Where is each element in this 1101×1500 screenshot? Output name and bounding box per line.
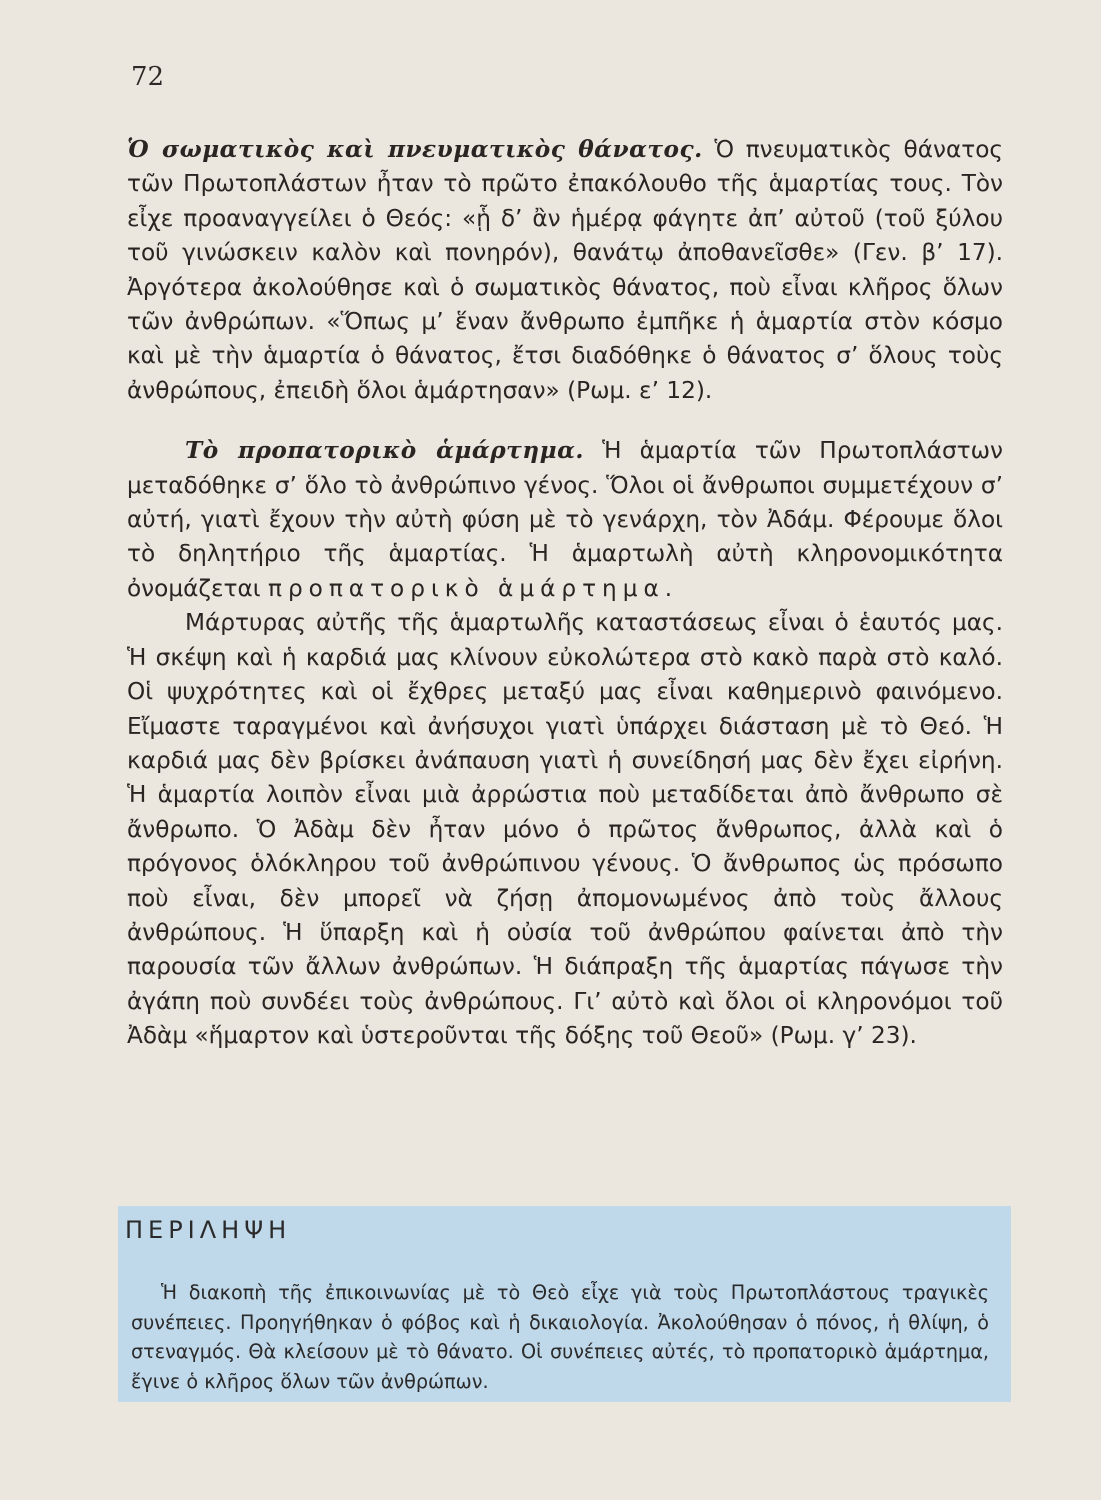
page-number: 72 (131, 62, 165, 92)
paragraph-witness: Μάρτυρας αὐτῆς τῆς ἁμαρτωλῆς καταστάσεως εἶναι ὁ ἑαυτός μας. Ἡ σκέψη καὶ ἡ καρδιά μας κλίνουν εὐκολώτερα στὸ κακὸ παρὰ στὸ καλό. Οἱ ψυχρότητες καὶ οἱ ἔχθρες μεταξύ μας εἶναι καθημερινὸ φαινόμενο. Εἴμαστε ταραγμένοι καὶ ἀνήσυχοι γιατὶ ὑπάρχει διάσταση μὲ τὸ Θεό. Ἡ καρδιά μας δὲν βρίσκει ἀνάπαυση γιατὶ ἡ συνείδησή μας δὲν ἔχει εἰρήνη. Ἡ ἁμαρτία λοιπὸν εἶναι μιὰ ἀρρώστια ποὺ μεταδίδεται ἀπὸ ἄνθρωπο σὲ ἄνθρωπο. Ὁ Ἀδὰμ δὲν ἦταν μόνο ὁ πρῶτος ἄνθρωπος, ἀλλὰ καὶ ὁ πρόγονος ὁλόκληρου τοῦ ἀνθρώπινου γένους. Ὁ ἄνθρωπος ὡς πρόσωπο ποὺ εἶναι, δὲν μπορεῖ νὰ ζήσῃ ἀπομονωμένος ἀπὸ τοὺς ἄλλους ἀνθρώπους. Ἡ ὕπαρξη καὶ ἡ οὐσία τοῦ ἀνθρώπου φαίνεται ἀπὸ τὴν παρουσία τῶν ἄλλων ἀνθρώπων. Ἡ διάπραξη τῆς ἁμαρτίας πάγωσε τὴν ἀγάπη ποὺ συνδέει τοὺς ἀνθρώπους. Γι’ αὐτὸ καὶ ὅλοι οἱ κληρονόμοι τοῦ Ἀδὰμ «ἥμαρτον καὶ ὑστεροῦνται τῆς δόξης τοῦ Θεοῦ» (Ρωμ. γ’ 23). (127, 609, 1003, 1050)
section-title-original-sin: Τὸ προπατορικὸ ἁμάρτημα. (185, 437, 584, 465)
emphasis-trailing-period: . (664, 574, 673, 602)
emphasis-original-sin: προπατορικὸ ἁμάρτημα (267, 574, 665, 602)
section-title-death: Ὁ σωματικὸς καὶ πνευματικὸς θάνατος. (127, 136, 703, 163)
summary-text: Ἡ διακοπὴ τῆς ἐπικοινωνίας μὲ τὸ Θεὸ εἶχε γιὰ τοὺς Πρωτοπλάστους τραγικὲς συνέπειες. Προηγήθηκαν ὁ φόβος καὶ ἡ δικαιολογία. Ἀκολούθησαν ὁ πόνος, ἡ θλίψη, ὁ στεναγμός. Θὰ κλείσουν μὲ τὸ θάνατο. Οἱ συνέπειες αὐτές, τὸ προπατορικὸ ἁμάρτημα, ἔγινε ὁ κλῆρος ὅλων τῶν ἀνθρώπων. (131, 1281, 989, 1393)
paragraph-physical-spiritual-death (127, 133, 1003, 408)
section-text-death: Ὁ πνευματικὸς θάνατος τῶν Πρωτοπλάστων ἦταν τὸ πρῶτο ἐπακόλουθο τῆς ἁμαρτίας τους. Τὸν εἶχε προαναγγείλει ὁ Θεός: «ᾗ δ’ ἂν ἡμέρᾳ φάγητε ἀπ’ αὐτοῦ (τοῦ ξύλου τοῦ γινώσκειν καλὸν καὶ πονηρόν), θανάτῳ ἀποθανεῖσθε» (Γεν. β’ 17). Ἀργότερα ἀκολούθησε καὶ ὁ σωματικὸς θάνατος, ποὺ εἶναι κλῆρος ὅλων τῶν ἀνθρώπων. «Ὅπως μ’ ἕναν ἄνθρωπο ἐμπῆκε ἡ ἁμαρτία στὸν κόσμο καὶ μὲ τὴν ἁμαρτία ὁ θάνατος, ἔτσι διαδόθηκε ὁ θάνατος σ’ ὅλους τοὺς ἀνθρώπους, ἐπειδὴ ὅλοι ἁμάρτησαν» (Ρωμ. ε’ 12). (127, 136, 1003, 404)
paragraph-original-sin (127, 434, 1003, 606)
summary-heading: ΠΕΡΙΛΗΨΗ (125, 1216, 292, 1244)
main-text (127, 133, 1003, 1054)
section-text-original-sin: Ἡ ἁμαρτία τῶν Πρωτοπλάστων μεταδόθηκε σ’ ὅλο τὸ ἀνθρώπινο γένος. Ὅλοι οἱ ἄνθρωποι συμμετέχουν σ’ αὐτή, γιατὶ ἔχουν τὴν αὐτὴ φύση μὲ τὸ γενάρχη, τὸν Ἀδάμ. Φέρουμε ὅλοι τὸ δηλητήριο τῆς ἁμαρτίας. Ἡ ἁμαρτωλὴ αὐτὴ κληρονομικότητα ὀνομάζεται (127, 437, 1003, 602)
